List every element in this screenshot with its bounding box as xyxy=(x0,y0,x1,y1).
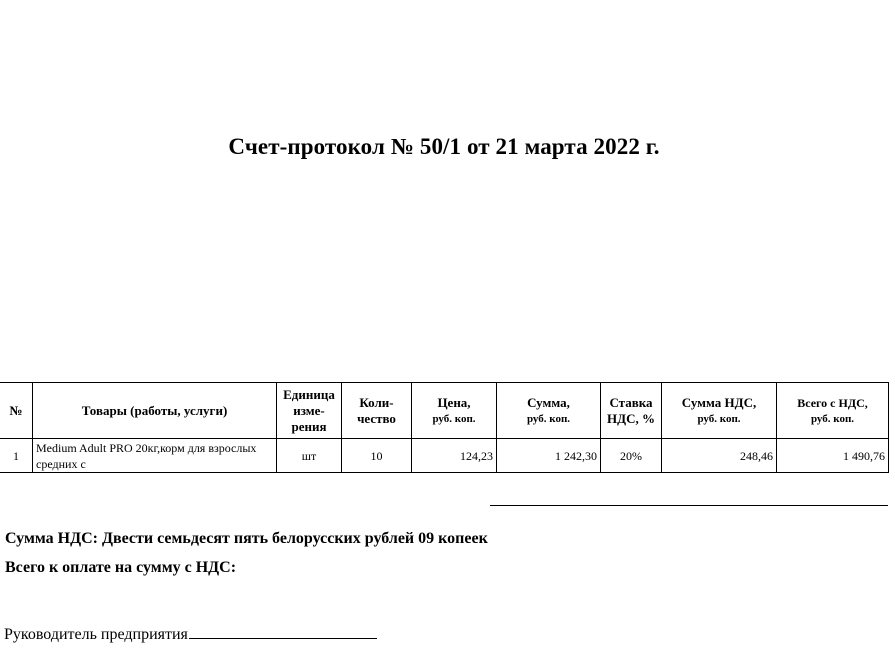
cell-vat-sum: 248,46 xyxy=(662,439,777,473)
header-goods: Товары (работы, услуги) xyxy=(33,383,277,439)
cell-sum: 1 242,30 xyxy=(497,439,601,473)
cell-total: 1 490,76 xyxy=(777,439,889,473)
signature-underline xyxy=(189,624,377,639)
signature-label: Руководитель предприятия xyxy=(4,626,188,643)
cell-price: 124,23 xyxy=(412,439,497,473)
cell-num: 1 xyxy=(0,439,33,473)
cell-vat-rate: 20% xyxy=(601,439,662,473)
table-row xyxy=(0,439,889,473)
header-total: Всего с НДС, руб. коп. xyxy=(777,383,889,439)
cell-name: Medium Adult PRO 20кг,корм для взрослых средних с xyxy=(33,439,277,473)
header-num: № xyxy=(0,383,33,439)
table-header-row xyxy=(0,383,889,439)
cell-qty: 10 xyxy=(342,439,412,473)
header-vat-rate: Ставка НДС, % xyxy=(601,383,662,439)
header-sum: Сумма, руб. коп. xyxy=(497,383,601,439)
document-title: Счет-протокол № 50/1 от 21 марта 2022 г. xyxy=(228,134,660,159)
header-qty: Коли- чество xyxy=(342,383,412,439)
separator-line xyxy=(490,505,888,506)
vat-in-words: Сумма НДС: Двести семьдесят пять белорусских рублей 09 копеек xyxy=(5,530,488,547)
redacted-area xyxy=(0,474,895,534)
signature-line xyxy=(4,624,377,644)
cell-unit: шт xyxy=(277,439,342,473)
header-price: Цена, руб. коп. xyxy=(412,383,497,439)
header-unit: Единица изме- рения xyxy=(277,383,342,439)
header-vat-sum: Сумма НДС, руб. коп. xyxy=(662,383,777,439)
total-in-words: Всего к оплате на сумму с НДС: xyxy=(5,559,237,576)
invoice-table xyxy=(0,382,889,473)
